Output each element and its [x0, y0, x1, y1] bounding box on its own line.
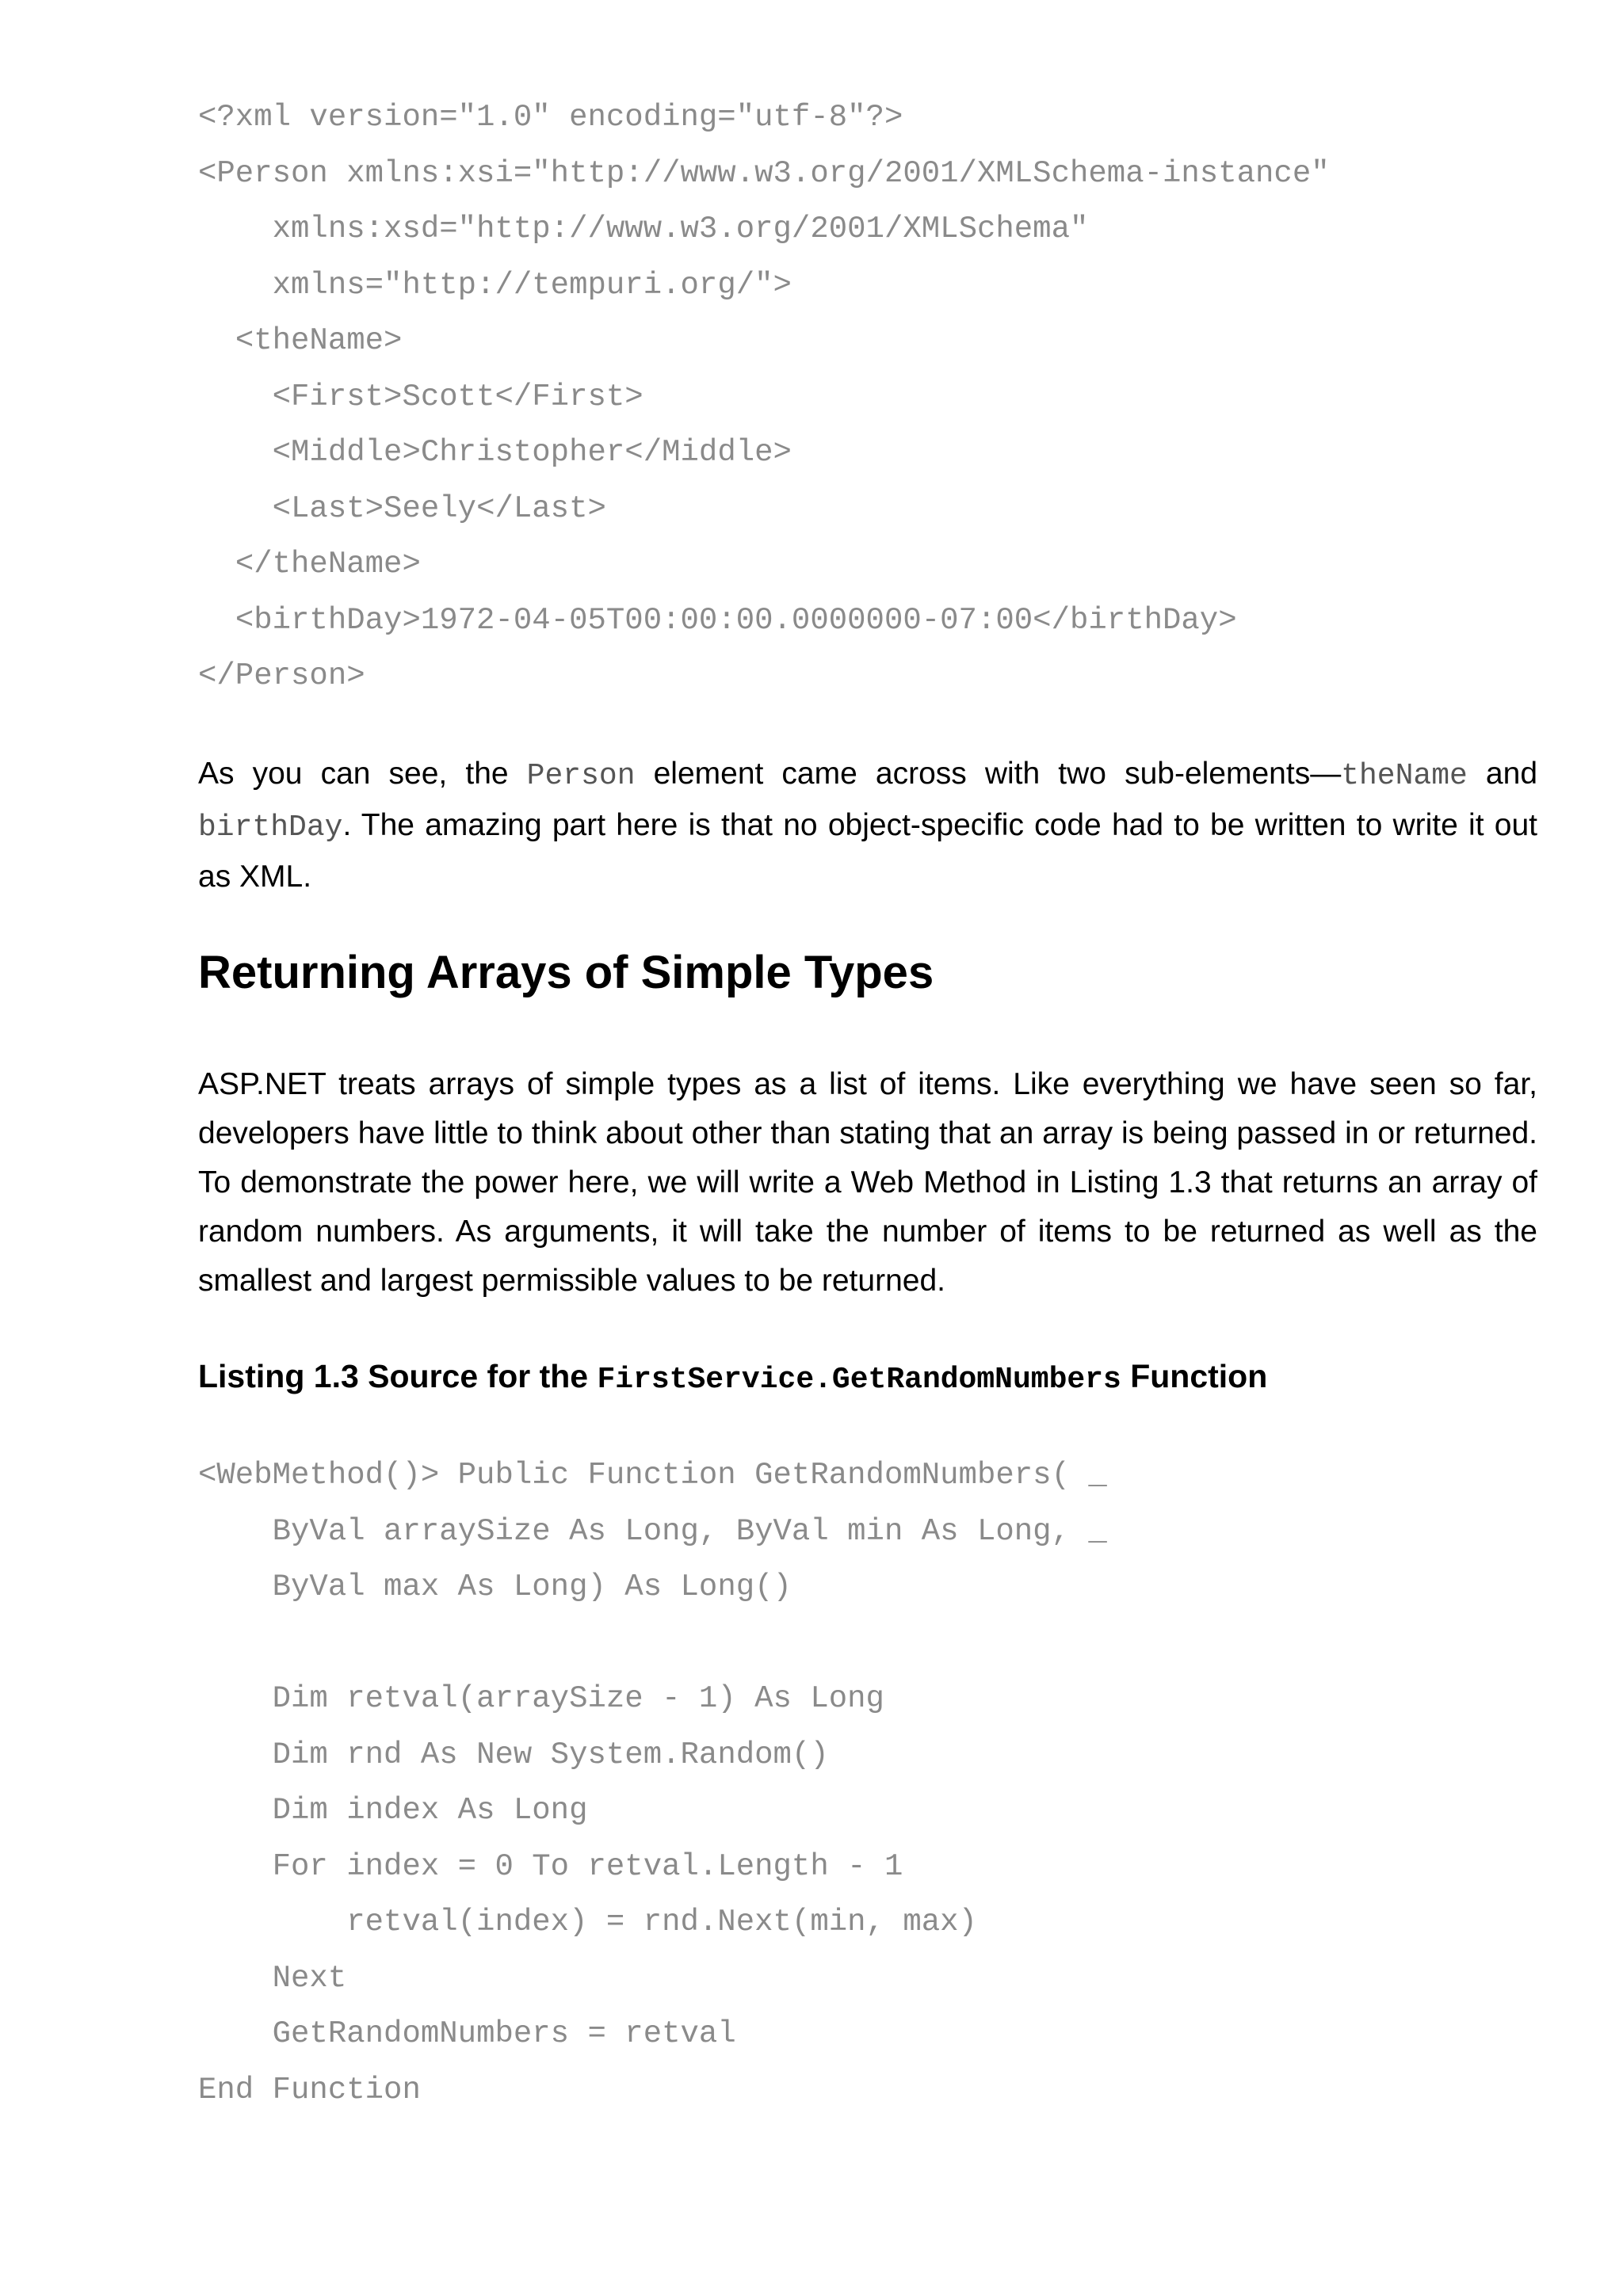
code-indent: [198, 201, 273, 257]
code-indent: [198, 1671, 273, 1727]
code-indent: [198, 1783, 273, 1839]
body-paragraph-1: [198, 749, 1537, 902]
code-text: retval(index) = rnd.Next(min, max): [346, 1905, 977, 1939]
code-indent: [198, 2006, 273, 2062]
code-text: xmlns:xsd="http://www.w3.org/2001/XMLSchema": [272, 212, 1089, 246]
code-line: [198, 90, 1537, 146]
code-indent: [198, 1839, 273, 1895]
document-page: [198, 0, 1537, 2296]
code-text: Next: [272, 1960, 347, 1996]
code-indent: [198, 481, 273, 537]
code-text: ByVal arraySize As Long, ByVal min As Long, _: [272, 1513, 1107, 1549]
code-line: [198, 481, 1537, 537]
caption-prefix: Listing 1.3 Source for the: [198, 1358, 598, 1394]
code-text: For index = 0 To retval.Length - 1: [272, 1848, 903, 1884]
caption-code: FirstService.GetRandomNumbers: [597, 1363, 1121, 1397]
code-line: [198, 1504, 1537, 1560]
code-text: <Middle>Christopher</Middle>: [272, 435, 792, 470]
code-line: [198, 2062, 1537, 2119]
code-text: <Person xmlns:xsi="http://www.w3.org/2001/XMLSchema-instance": [198, 155, 1330, 191]
code-line: [198, 2006, 1537, 2062]
code-indent: [198, 369, 273, 425]
code-text: <?xml version="1.0" encoding="utf-8"?>: [198, 100, 903, 135]
code-line: [198, 1951, 1537, 2007]
vb-code-listing: [198, 1447, 1537, 2118]
code-text: End Function: [198, 2072, 421, 2107]
code-text: <First>Scott</First>: [272, 379, 643, 414]
code-indent: [198, 425, 273, 481]
code-text: xmlns="http://tempuri.org/">: [272, 267, 792, 303]
code-indent: [198, 1504, 273, 1560]
code-line: [198, 1447, 1537, 1504]
code-line: [198, 313, 1537, 369]
paragraph-text: . The amazing part here is that no object-specific code had to be written to write it out as XML.: [198, 808, 1537, 894]
code-line: [198, 1894, 1537, 1951]
code-text: Dim retval(arraySize - 1) As Long: [272, 1681, 884, 1716]
code-indent: [198, 1894, 346, 1951]
code-line: [198, 369, 1537, 425]
code-indent: [198, 1559, 273, 1615]
code-line: [198, 201, 1537, 257]
code-indent: [198, 1727, 273, 1783]
code-line: [198, 257, 1537, 314]
code-text: <Last>Seely</Last>: [272, 490, 606, 526]
body-paragraph-2: ASP.NET treats arrays of simple types as a list of items. Like everything we have seen so far, developers have little to think about other than stating that an array is being passed in or returned. To demonstrate the power here, we will write a Web Method in Listing 1.3 that returns an array of random numbers. As arguments, it will take the number of items to be returned as well as the smallest and largest permissible values to be returned.: [198, 1067, 1537, 1298]
code-line: [198, 1783, 1537, 1839]
code-indent: [198, 593, 235, 649]
code-indent: [198, 536, 235, 593]
code-indent: [198, 313, 235, 369]
paragraph-text: and: [1467, 757, 1538, 791]
paragraph-text: As you can see, the: [198, 757, 527, 791]
code-line: [198, 536, 1537, 593]
code-line: [198, 1839, 1537, 1895]
caption-suffix: Function: [1121, 1358, 1268, 1394]
code-indent: [198, 257, 273, 314]
listing-caption: [198, 1352, 1267, 1404]
code-line: [198, 1559, 1537, 1615]
code-line: [198, 593, 1537, 649]
code-line: [198, 425, 1537, 481]
section-heading: Returning Arrays of Simple Types: [198, 947, 934, 998]
code-text: </theName>: [235, 547, 421, 582]
code-text: Dim rnd As New System.Random(): [272, 1737, 829, 1772]
code-text: <theName>: [235, 323, 403, 358]
code-text: ByVal max As Long) As Long(): [272, 1569, 792, 1604]
inline-code-birthday: birthDay: [198, 810, 343, 845]
code-line: [198, 146, 1537, 202]
inline-code-thename: theName: [1341, 759, 1468, 793]
code-text: <birthDay>1972-04-05T00:00:00.0000000-07:00</birthDay>: [235, 602, 1237, 638]
code-text: GetRandomNumbers = retval: [272, 2016, 736, 2051]
code-line: [198, 1615, 1537, 1672]
code-line: [198, 1727, 1537, 1783]
inline-code-person: Person: [526, 759, 636, 793]
code-text: <WebMethod()> Public Function GetRandomNumbers( _: [198, 1458, 1107, 1493]
paragraph-text: element came across with two sub-elements—: [635, 757, 1342, 791]
code-text: </Person>: [198, 658, 365, 693]
code-line: [198, 1671, 1537, 1727]
code-line: [198, 648, 1537, 704]
code-text: Dim index As Long: [272, 1793, 588, 1828]
code-indent: [198, 1951, 273, 2007]
xml-code-listing: [198, 90, 1537, 704]
